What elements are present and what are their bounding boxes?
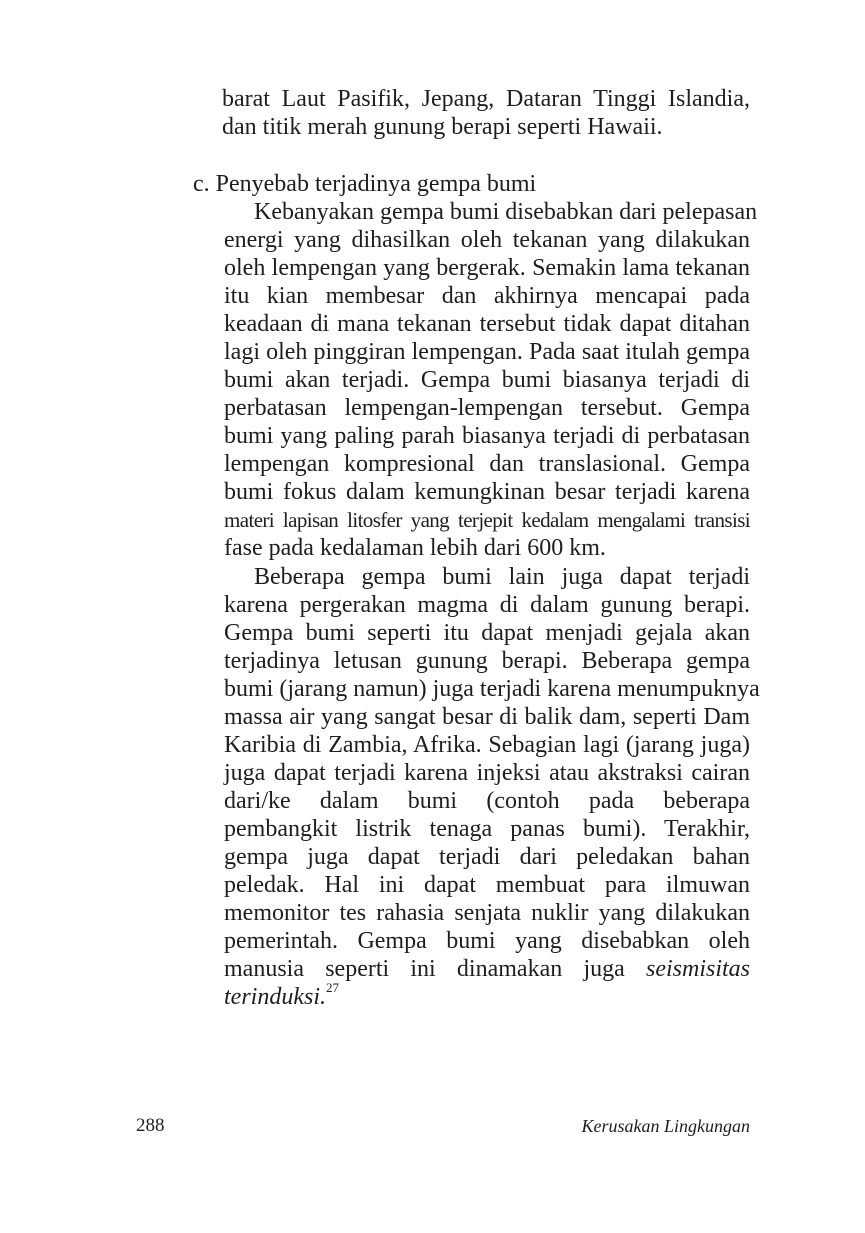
paragraph-final-line: [224, 980, 750, 1011]
paragraph-line: lagi oleh pinggiran lempengan. Pada saat itulah gempa: [224, 339, 750, 365]
paragraph-line: gempa juga dapat terjadi dari peledakan bahan: [224, 844, 750, 870]
paragraph-line: lempengan kompresional dan translasional. Gempa: [224, 451, 750, 477]
paragraph-line: juga dapat terjadi karena injeksi atau akstraksi cairan: [224, 760, 750, 786]
paragraph-line: Karibia di Zambia, Afrika. Sebagian lagi (jarang juga): [224, 732, 750, 758]
paragraph-line: peledak. Hal ini dapat membuat para ilmuwan: [224, 872, 750, 898]
paragraph-line: terjadinya letusan gunung berapi. Beberapa gempa: [224, 648, 750, 674]
italic-term: terinduksi.: [224, 984, 326, 1010]
paragraph-line: itu kian membesar dan akhirnya mencapai pada: [224, 283, 750, 309]
paragraph-line: massa air yang sangat besar di balik dam, seperti Dam: [224, 704, 750, 730]
paragraph-line: fase pada kedalaman lebih dari 600 km.: [224, 535, 606, 561]
paragraph-line: Beberapa gempa bumi lain juga dapat terjadi: [254, 564, 750, 590]
paragraph-line: energi yang dihasilkan oleh tekanan yang dilakukan: [224, 227, 750, 253]
paragraph-line: bumi fokus dalam kemungkinan besar terjadi karena: [224, 479, 750, 505]
paragraph-line: bumi akan terjadi. Gempa bumi biasanya terjadi di: [224, 367, 750, 393]
paragraph-text: manusia seperti ini dinamakan juga: [224, 956, 625, 982]
paragraph-line: oleh lempengan yang bergerak. Semakin lama tekanan: [224, 255, 750, 281]
paragraph-line: keadaan di mana tekanan tersebut tidak dapat ditahan: [224, 311, 750, 337]
paragraph-line: pemerintah. Gempa bumi yang disebabkan oleh: [224, 928, 750, 954]
footnote-ref: 27: [326, 980, 339, 995]
paragraph-line-with-term: [224, 955, 750, 983]
intro-line: barat Laut Pasifik, Jepang, Dataran Tinggi Islandia,: [222, 86, 750, 112]
paragraph-line: pembangkit listrik tenaga panas bumi). Terakhir,: [224, 816, 750, 842]
section-heading: c. Penyebab terjadinya gempa bumi: [193, 171, 537, 197]
paragraph-line: materi lapisan litosfer yang terjepit kedalam mengalami transisi: [224, 508, 750, 532]
paragraph-line: memonitor tes rahasia senjata nuklir yang dilakukan: [224, 900, 750, 926]
page-number: 288: [136, 1115, 165, 1136]
paragraph-line: Gempa bumi seperti itu dapat menjadi gejala akan: [224, 620, 750, 646]
italic-term: seismisitas: [645, 956, 750, 982]
paragraph-line: perbatasan lempengan-lempengan tersebut. Gempa: [224, 395, 750, 421]
paragraph-line: Kebanyakan gempa bumi disebabkan dari pelepasan: [254, 199, 758, 225]
paragraph-line: karena pergerakan magma di dalam gunung berapi.: [224, 592, 750, 618]
paragraph-line: dari/ke dalam bumi (contoh pada beberapa: [224, 788, 750, 814]
paragraph-line: bumi (jarang namun) juga terjadi karena menumpuknya: [224, 676, 760, 702]
running-title: Kerusakan Lingkungan: [581, 1116, 750, 1136]
intro-line: dan titik merah gunung berapi seperti Hawaii.: [222, 114, 663, 140]
paragraph-line: bumi yang paling parah biasanya terjadi di perbatasan: [224, 423, 750, 449]
